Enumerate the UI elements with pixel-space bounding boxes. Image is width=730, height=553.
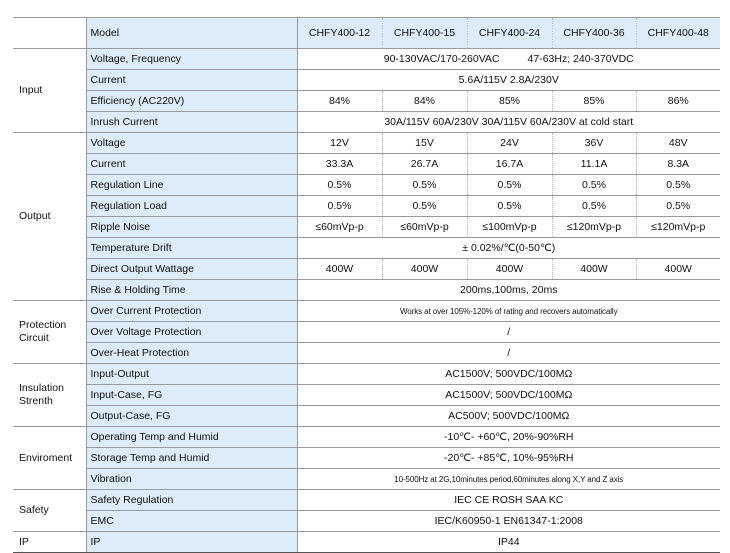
param-label: Input-Case, FG xyxy=(86,385,297,406)
value-cell: 85% xyxy=(467,91,552,112)
value-cell: 36V xyxy=(552,133,636,154)
table-row xyxy=(13,343,720,364)
value-cell: 400W xyxy=(467,259,552,280)
table-row xyxy=(13,280,720,301)
model-name: CHFY400-15 xyxy=(382,18,467,49)
spanned-value: AC1500V; 500VDC/100MΩ xyxy=(297,364,720,385)
frequency-value: 47-63Hz; 240-370VDC xyxy=(527,53,634,65)
value-cell: 0.5% xyxy=(636,196,720,217)
param-label: Over Voltage Protection xyxy=(86,322,297,343)
spec-table xyxy=(13,17,720,553)
param-label: Vibration xyxy=(86,469,297,490)
value-cell: 85% xyxy=(552,91,636,112)
value-cell: 400W xyxy=(636,259,720,280)
spanned-value: ± 0.02%/℃(0-50℃) xyxy=(297,238,720,259)
value-cell: 0.5% xyxy=(552,196,636,217)
table-row xyxy=(13,238,720,259)
param-label: Inrush Current xyxy=(86,112,297,133)
table-header-row xyxy=(13,18,720,49)
param-label: Ripple Noise xyxy=(86,217,297,238)
table-row xyxy=(13,49,720,70)
spanned-value: / xyxy=(297,322,720,343)
table-row xyxy=(13,427,720,448)
value-cell: 11.1A xyxy=(552,154,636,175)
header-empty-cell xyxy=(13,18,86,49)
table-row xyxy=(13,112,720,133)
table-row xyxy=(13,196,720,217)
table-row xyxy=(13,175,720,196)
voltage-range-value: 90-130VAC/170-260VAC xyxy=(383,53,500,65)
param-label: Output-Case, FG xyxy=(86,406,297,427)
model-name: CHFY400-24 xyxy=(467,18,552,49)
value-cell: 86% xyxy=(636,91,720,112)
param-label: EMC xyxy=(86,511,297,532)
param-label: Regulation Line xyxy=(86,175,297,196)
category-input: Input xyxy=(13,49,86,133)
category-insulation: Insulation Strenth xyxy=(13,364,86,427)
value-cell: ≤60mVp-p xyxy=(382,217,467,238)
value-cell: 16.7A xyxy=(467,154,552,175)
value-cell: 400W xyxy=(382,259,467,280)
value-cell: 400W xyxy=(552,259,636,280)
table-row xyxy=(13,301,720,322)
value-cell: 33.3A xyxy=(297,154,382,175)
spanned-value: 5.6A/115V 2.8A/230V xyxy=(297,70,720,91)
param-label: Rise & Holding Time xyxy=(86,280,297,301)
model-name: CHFY400-12 xyxy=(297,18,382,49)
param-label: Voltage xyxy=(86,133,297,154)
value-cell: ≤120mVp-p xyxy=(552,217,636,238)
param-label: Current xyxy=(86,70,297,91)
table-row xyxy=(13,154,720,175)
table-row xyxy=(13,364,720,385)
model-name: CHFY400-48 xyxy=(636,18,720,49)
spanned-value: -20℃- +85℃, 10%-95%RH xyxy=(297,448,720,469)
param-label: Direct Output Wattage xyxy=(86,259,297,280)
value-cell: 0.5% xyxy=(467,196,552,217)
table-row xyxy=(13,406,720,427)
table-row xyxy=(13,322,720,343)
category-ip: IP xyxy=(13,532,86,553)
value-cell: 0.5% xyxy=(382,175,467,196)
spanned-value: AC1500V; 500VDC/100MΩ xyxy=(297,385,720,406)
value-cell: 0.5% xyxy=(382,196,467,217)
param-label: Temperature Drift xyxy=(86,238,297,259)
spanned-value: Works at over 105%-120% of rating and recovers automatically xyxy=(297,301,720,322)
value-cell: 84% xyxy=(382,91,467,112)
table-row xyxy=(13,91,720,112)
value-cell: ≤60mVp-p xyxy=(297,217,382,238)
param-label: Input-Output xyxy=(86,364,297,385)
param-label: Efficiency (AC220V) xyxy=(86,91,297,112)
value-cell: 15V xyxy=(382,133,467,154)
model-label: Model xyxy=(86,18,297,49)
table-row xyxy=(13,133,720,154)
table-row xyxy=(13,511,720,532)
table-row xyxy=(13,70,720,91)
value-cell: 0.5% xyxy=(297,196,382,217)
param-label: Over Current Protection xyxy=(86,301,297,322)
value-cell: 12V xyxy=(297,133,382,154)
spanned-value: IEC/K60950-1 EN61347-1:2008 xyxy=(297,511,720,532)
value-cell: ≤120mVp-p xyxy=(636,217,720,238)
spanned-value: -10℃- +60℃, 20%-90%RH xyxy=(297,427,720,448)
spanned-value: 10-500Hz at 2G,10minutes period,60minutes along X,Y and Z axis xyxy=(297,469,720,490)
param-label: Over-Heat Protection xyxy=(86,343,297,364)
param-label: Regulation Load xyxy=(86,196,297,217)
category-protection: Protection Circuit xyxy=(13,301,86,364)
spanned-value: 200ms,100ms, 20ms xyxy=(297,280,720,301)
param-label: Voltage, Frequency xyxy=(86,49,297,70)
table-row xyxy=(13,532,720,553)
value-cell: 0.5% xyxy=(467,175,552,196)
category-safety: Safety xyxy=(13,490,86,532)
param-label: Safety Regulation xyxy=(86,490,297,511)
spanned-value: / xyxy=(297,343,720,364)
spanned-value xyxy=(297,49,720,70)
value-cell: 0.5% xyxy=(297,175,382,196)
table-row xyxy=(13,217,720,238)
table-row xyxy=(13,490,720,511)
value-cell: 400W xyxy=(297,259,382,280)
param-label: Storage Temp and Humid xyxy=(86,448,297,469)
value-cell: 0.5% xyxy=(636,175,720,196)
category-output: Output xyxy=(13,133,86,301)
param-label: IP xyxy=(86,532,297,553)
value-cell: 24V xyxy=(467,133,552,154)
spanned-value: 30A/115V 60A/230V 30A/115V 60A/230V at cold start xyxy=(297,112,720,133)
category-environment: Enviroment xyxy=(13,427,86,490)
table-row xyxy=(13,469,720,490)
table-row xyxy=(13,448,720,469)
model-name: CHFY400-36 xyxy=(552,18,636,49)
spanned-value: AC500V; 500VDC/100MΩ xyxy=(297,406,720,427)
value-cell: 26.7A xyxy=(382,154,467,175)
param-label: Operating Temp and Humid xyxy=(86,427,297,448)
value-cell: 84% xyxy=(297,91,382,112)
spanned-value: IP44 xyxy=(297,532,720,553)
value-cell: 0.5% xyxy=(552,175,636,196)
param-label: Current xyxy=(86,154,297,175)
value-cell: 8.3A xyxy=(636,154,720,175)
table-row xyxy=(13,259,720,280)
value-cell: 48V xyxy=(636,133,720,154)
table-row xyxy=(13,385,720,406)
value-cell: ≤100mVp-p xyxy=(467,217,552,238)
spanned-value: IEC CE ROSH SAA KC xyxy=(297,490,720,511)
